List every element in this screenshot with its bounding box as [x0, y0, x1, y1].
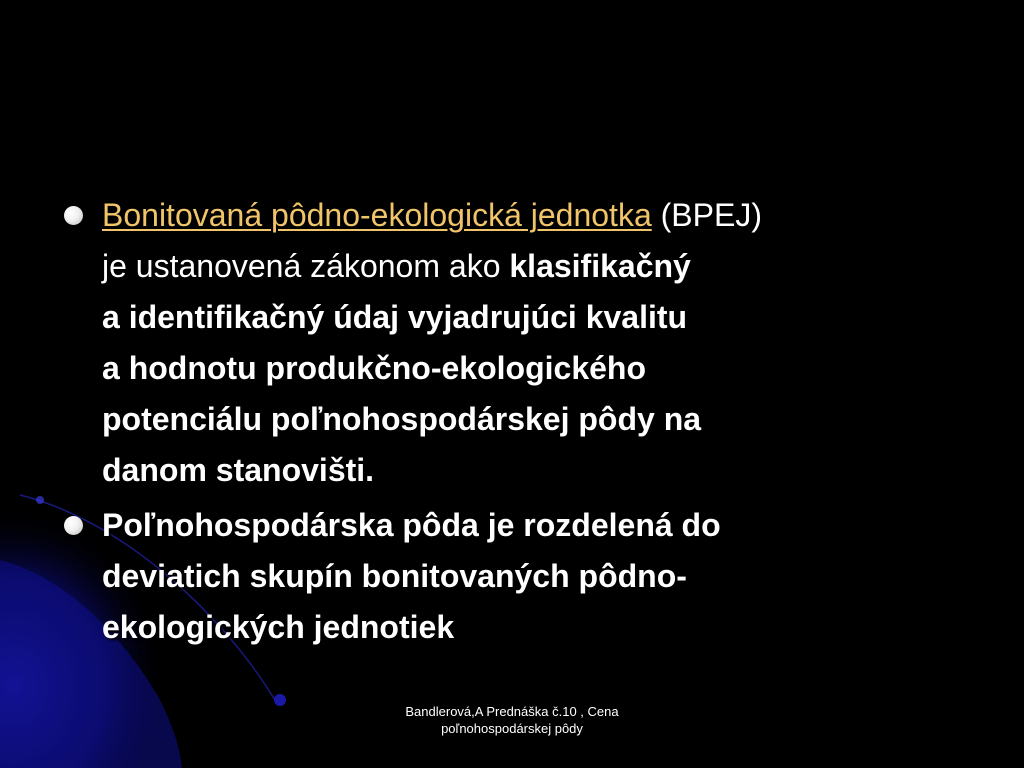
text-line-bold: Poľnohospodárska pôda je rozdelená do: [102, 507, 721, 543]
bpej-link[interactable]: Bonitovaná pôdno-ekologická jednotka: [102, 197, 652, 233]
bullet-icon: [64, 206, 83, 225]
slide-footer: [372, 703, 652, 737]
text-line-bold: potenciálu poľnohospodárskej pôdy na: [102, 401, 702, 437]
text-line-bold: deviatich skupín bonitovaných pôdno-: [102, 558, 687, 594]
bullet-icon: [64, 516, 83, 535]
text-line-bold: ekologických jednotiek: [102, 609, 455, 645]
text-line-bold: klasifikačný: [509, 248, 691, 284]
footer-line-1: Bandlerová,A Prednáška č.10 , Cena: [405, 704, 619, 719]
bpej-abbrev: (BPEJ): [651, 197, 762, 233]
text-line-bold: a hodnotu produkčno-ekologického: [102, 350, 646, 386]
text-line-bold: danom stanovišti.: [102, 452, 375, 488]
bullet-item-soil-groups: [62, 500, 942, 653]
slide-body: [62, 190, 942, 657]
text-line-bold: a identifikačný údaj vyjadrujúci kvalitu: [102, 299, 688, 335]
text-line: je ustanovená zákonom ako: [102, 248, 510, 284]
bullet-item-bpej: [62, 190, 942, 496]
footer-line-2: poľnohospodárskej pôdy: [441, 721, 583, 736]
